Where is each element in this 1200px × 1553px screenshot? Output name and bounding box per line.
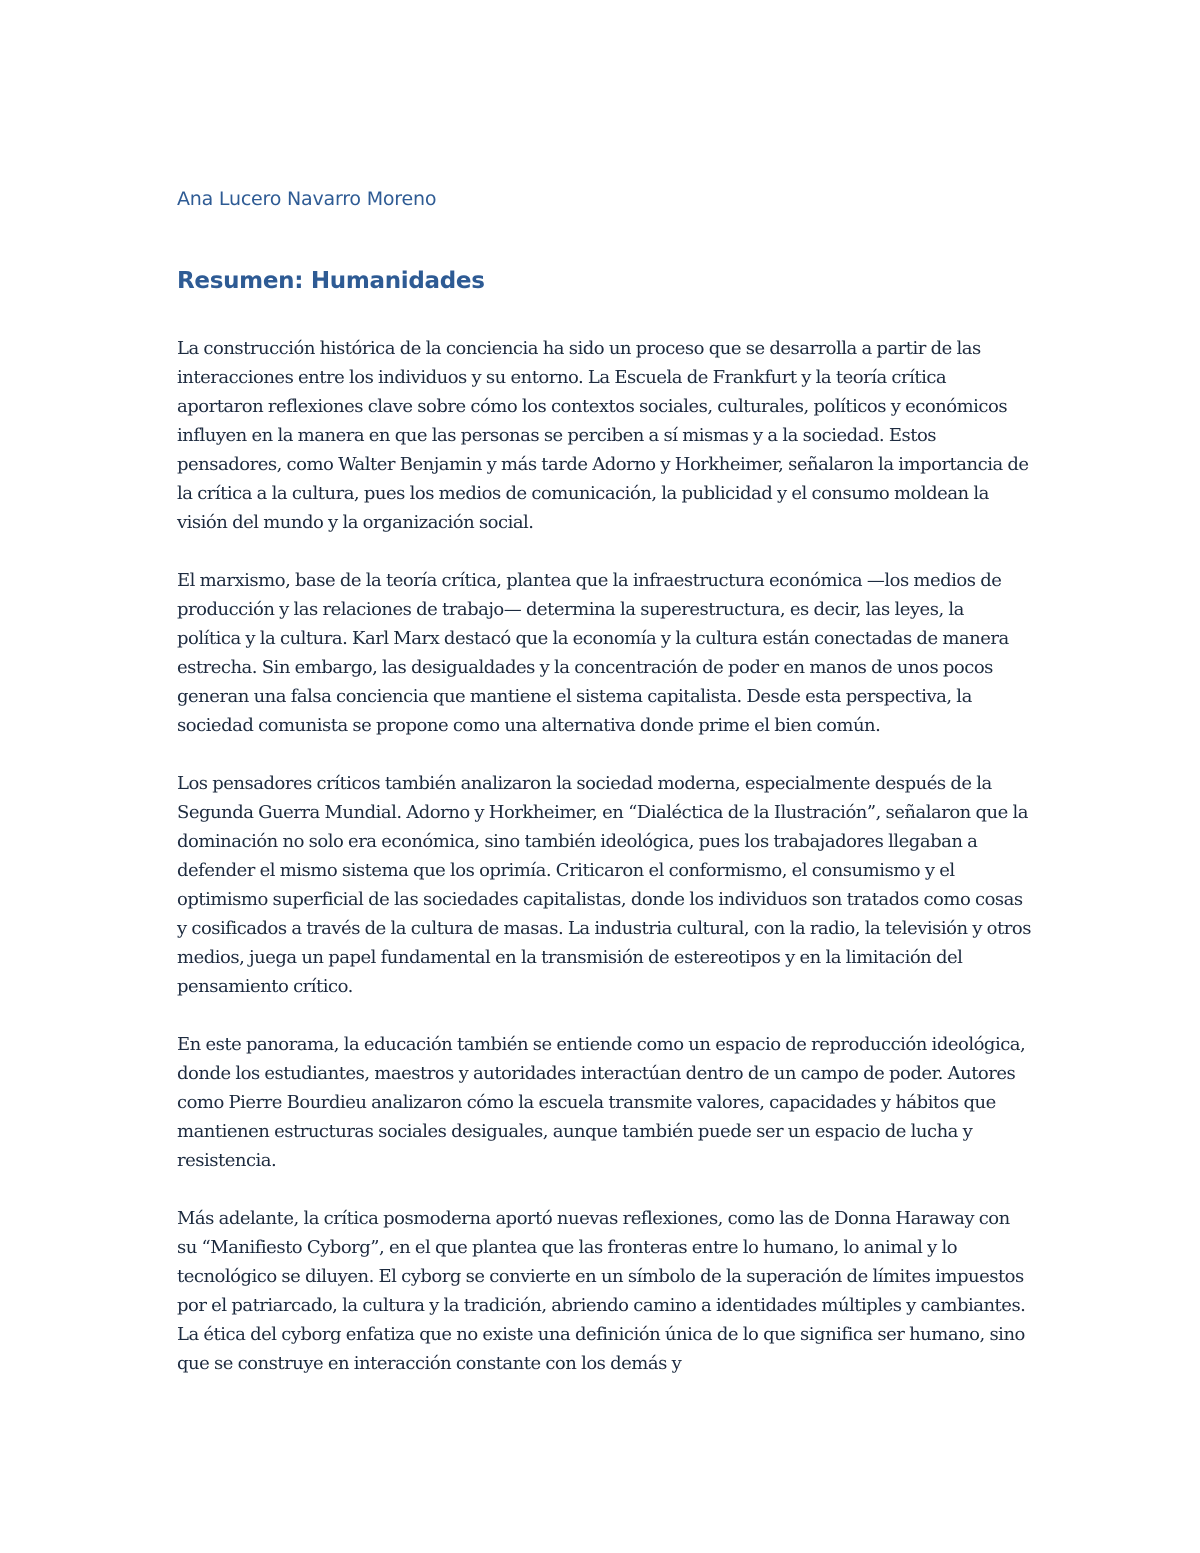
paragraph-5: Más adelante, la crítica posmoderna aportó nuevas reflexiones, como las de Donna Haraway con su “Manifiesto Cyborg”, en el que plantea que las fronteras entre lo humano, lo animal y lo tecnológico se diluyen. El cyborg se convierte en un símbolo de la superación de límites impuestos por el patriarcado, la cultura y la tradición, abriendo camino a identidades múltiples y cambiantes. La ética del cyborg enfatiza que no existe una definición única de lo que significa ser humano, sino que se construye en interacción constante con los demás y [177,1208,1026,1374]
paragraph-1: La construcción histórica de la conciencia ha sido un proceso que se desarrolla a partir de las interacciones entre los individuos y su entorno. La Escuela de Frankfurt y la teoría crítica aportaron reflexiones clave sobre cómo los contextos sociales, culturales, políticos y económicos influyen en la manera en que las personas se perciben a sí mismas y a la sociedad. Estos pensadores, como Walter Benjamin y más tarde Adorno y Horkheimer, señalaron la importancia de la crítica a la cultura, pues los medios de comunicación, la publicidad y el consumo moldean la visión del mundo y la organización social. [177,338,1029,533]
paragraph-2: El marxismo, base de la teoría crítica, plantea que la infraestructura económica —los medios de producción y las relaciones de trabajo— determina la superestructura, es decir, las leyes, la política y la cultura. Karl Marx destacó que la economía y la cultura están conectadas de manera estrecha. Sin embargo, las desigualdades y la concentración de poder en manos de unos pocos generan una falsa conciencia que mantiene el sistema capitalista. Desde esta perspectiva, la sociedad comunista se propone como una alternativa donde prime el bien común. [177,570,1009,736]
paragraph-3: Los pensadores críticos también analizaron la sociedad moderna, especialmente después de la Segunda Guerra Mundial. Adorno y Horkheimer, en “Dialéctica de la Ilustración”, señalaron que la dominación no solo era económica, sino también ideológica, pues los trabajadores llegaban a defender el mismo sistema que los oprimía. Criticaron el conformismo, el consumismo y el optimismo superficial de las sociedades capitalistas, donde los individuos son tratados como cosas y cosificados a través de la cultura de masas. La industria cultural, con la radio, la televisión y otros medios, juega un papel fundamental en la transmisión de estereotipos y en la limitación del pensamiento crítico. [177,773,1031,997]
paragraph-4: En este panorama, la educación también se entiende como un espacio de reproducción ideológica, donde los estudiantes, maestros y autoridades interactúan dentro de un campo de poder. Autores como Pierre Bourdieu analizaron cómo la escuela transmite valores, capacidades y hábitos que mantienen estructuras sociales desiguales, aunque también puede ser un espacio de lucha y resistencia. [177,1034,1026,1171]
document-title: Resumen: Humanidades [177,268,485,294]
document-body [177,334,1032,1407]
author-name: Ana Lucero Navarro Moreno [177,188,437,210]
